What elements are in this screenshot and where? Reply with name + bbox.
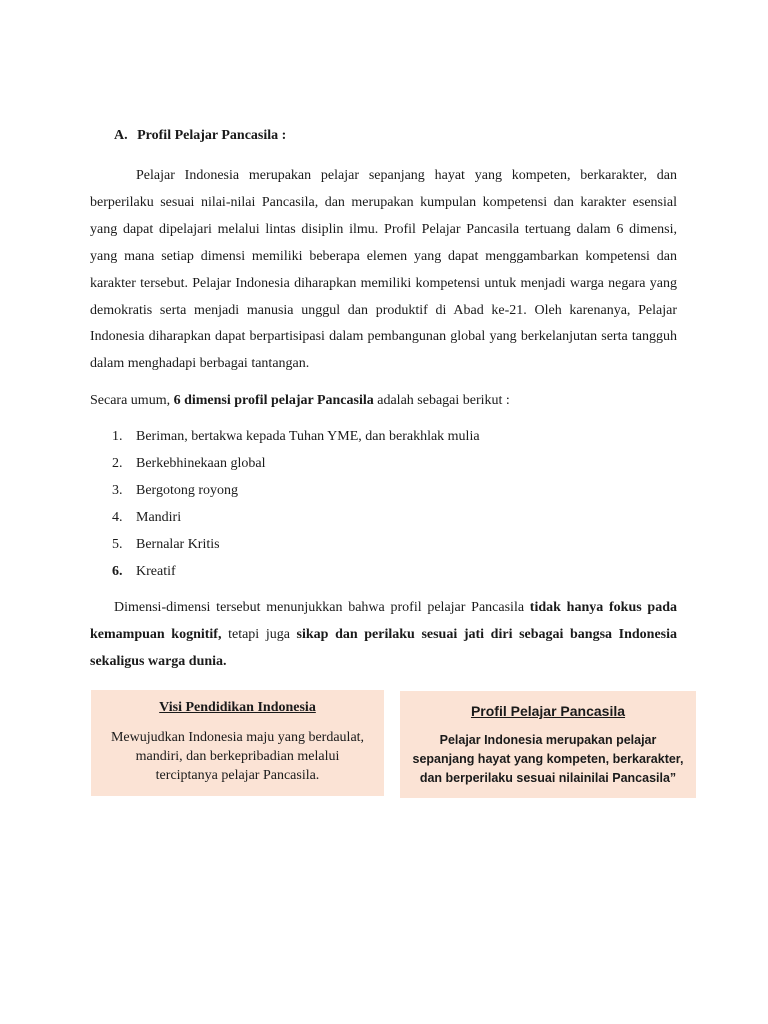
list-text: Mandiri — [136, 510, 182, 525]
list-item — [112, 427, 480, 454]
intro-prefix: Secara umum, — [90, 393, 174, 408]
list-text: Beriman, bertakwa kepada Tuhan YME, dan berakhlak mulia — [136, 429, 480, 444]
profil-box-title: Profil Pelajar Pancasila — [470, 703, 626, 719]
list-item — [112, 481, 480, 508]
section-heading — [114, 128, 286, 144]
conclusion-part1: Dimensi-dimensi tersebut menunjukkan bahwa profil pelajar Pancasila — [114, 600, 530, 615]
intro-suffix: adalah sebagai berikut : — [373, 393, 510, 408]
dimensions-intro — [90, 391, 510, 411]
profil-box — [400, 691, 696, 798]
section-number: A. — [114, 128, 128, 143]
list-item — [112, 562, 480, 589]
list-text: Bergotong royong — [136, 483, 239, 498]
list-item — [112, 454, 480, 481]
list-item — [112, 508, 480, 535]
section-title: Profil Pelajar Pancasila : — [137, 128, 287, 143]
intro-bold: 6 dimensi profil pelajar Pancasila — [173, 393, 374, 408]
visi-box-title: Visi Pendidikan Indonesia — [159, 700, 316, 715]
conclusion-bold1: tidak hanya fokus pada kemampuan kognitif, — [90, 600, 677, 642]
conclusion-part2: tetapi juga — [221, 626, 297, 642]
list-number: 1. — [112, 429, 123, 444]
conclusion-bold2: sikap dan perilaku sesuai jati diri sebagai bangsa Indonesia sekaligus warga dunia. — [90, 626, 678, 669]
list-number: 4. — [112, 510, 123, 525]
list-text: Bernalar Kritis — [136, 537, 220, 552]
visi-box-text: Mewujudkan Indonesia maju yang berdaulat, mandiri, dan berkepribadian melalui terciptanya pelajar Pancasila. — [110, 730, 365, 783]
list-item — [112, 535, 480, 562]
list-text: Berkebhinekaan global — [136, 456, 266, 471]
list-number: 6. — [112, 564, 123, 579]
list-text: Kreatif — [136, 564, 176, 579]
list-number: 2. — [112, 456, 123, 471]
intro-paragraph: Pelajar Indonesia merupakan pelajar sepanjang hayat yang kompeten, berkarakter, dan berperilaku sesuai nilai-nilai Pancasila, dan merupakan kumpulan kompetensi dan karakter esensial yang dapat dipelajari melalui lintas disiplin ilmu. Profil Pelajar Pancasila tertuang dalam 6 dimensi, yang mana setiap dimensi memiliki beberapa elemen yang dapat menggambarkan kompetensi dan karakter tersebut. Pelajar Indonesia diharapkan memiliki kompetensi untuk menjadi warga negara yang demokratis serta menjadi manusia unggul dan produktif di Abad ke-21. Oleh karenanya, Pelajar Indonesia diharapkan dapat berpartisipasi dalam pembangunan global yang berkelanjutan serta tangguh dalam menghadapi berbagai tantangan. — [90, 168, 677, 372]
visi-box — [91, 690, 384, 796]
list-number: 5. — [112, 537, 123, 552]
profil-box-text: Pelajar Indonesia merupakan pelajar sepanjang hayat yang kompeten, berkarakter, dan berperilaku sesuai nilainilai Pancasila” — [412, 733, 684, 785]
dimensions-list — [112, 427, 480, 589]
list-number: 3. — [112, 483, 123, 498]
conclusion-paragraph — [90, 595, 677, 676]
